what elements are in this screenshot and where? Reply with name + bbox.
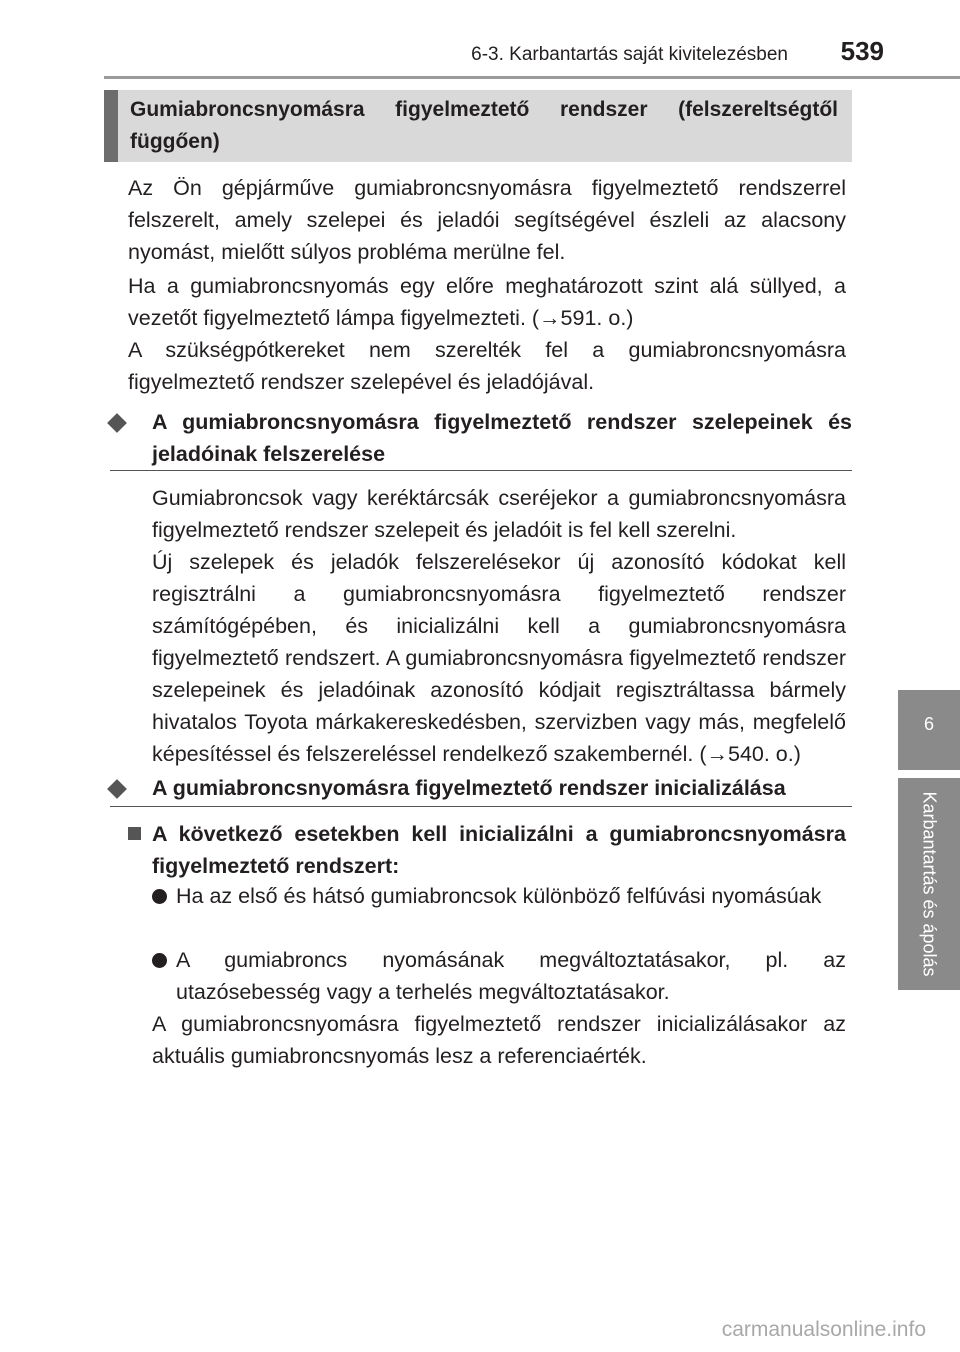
section-header: 6-3. Karbantartás saját kivitelezésben bbox=[471, 44, 788, 65]
install-paragraph-2: Új szelepek és jeladók felszerelésekor új azonosító kódokat kell regisztrálni a gumiabroncsnyomásra figyelmeztető rendszer számítógépében, és inicializálni kell a gumiabroncsnyomásra figyelmeztető rendszert. A gumiabroncsnyomásra figyelmeztető rendszer szelepeinek és jeladóinak azonosító kódjait regisztráltassa bármely hivatalos Toyota márkakereskedésben, szervizben vagy más, megfelelő képesítéssel és felszereléssel rendelkező szakembernél. (→540. o.) bbox=[152, 550, 846, 766]
chapter-title-tab bbox=[898, 778, 960, 990]
subsection-heading-text: A gumiabroncsnyomásra figyelmeztető rendszer szelepeinek és jeladóinak felszerelése bbox=[152, 410, 852, 466]
page-number: 539 bbox=[840, 36, 884, 66]
list-item-text: Ha az első és hátsó gumiabroncsok különböző felfúvási nyomásúak bbox=[176, 884, 822, 908]
square-bullet-icon bbox=[128, 827, 141, 840]
section-title-box bbox=[104, 90, 852, 162]
diamond-bullet-icon bbox=[107, 779, 127, 799]
list-item-text: A gumiabroncs nyomásának megváltoztatásakor, pl. az utazósebesség vagy a terhelés megváltoztatásakor. bbox=[176, 948, 846, 1004]
install-paragraph-1: Gumiabroncsok vagy keréktárcsák cseréjekor a gumiabroncsnyomásra figyelmeztető rendszer szelepeit és jeladóit is fel kell szerelni. bbox=[152, 486, 846, 542]
chapter-number: 6 bbox=[923, 714, 934, 734]
header-rule bbox=[104, 76, 960, 79]
chapter-title: Karbantartás és ápolás bbox=[919, 791, 940, 977]
intro-paragraph-2: Ha a gumiabroncsnyomás egy előre meghatározott szint alá süllyed, a vezetőt figyelmeztető lámpa figyelmezteti. (→591. o.) bbox=[128, 274, 846, 330]
round-bullet-icon bbox=[152, 953, 167, 968]
subsection-heading-text: A gumiabroncsnyomásra figyelmeztető rendszer inicializálása bbox=[152, 776, 786, 800]
round-bullet-icon bbox=[152, 889, 167, 904]
init-cases-heading-text: A következő esetekben kell inicializálni a gumiabroncsnyomásra figyelmeztető rendszert: bbox=[152, 822, 846, 878]
subsection-rule bbox=[110, 806, 852, 807]
section-title: Gumiabroncsnyomásra figyelmeztető rendszer (felszereltségtől függően) bbox=[130, 98, 838, 153]
intro-paragraph-3: A szükségpótkereket nem szerelték fel a gumiabroncsnyomásra figyelmeztető rendszer szelepével és jeladójával. bbox=[128, 338, 846, 394]
diamond-bullet-icon bbox=[107, 413, 127, 433]
subsection-rule bbox=[110, 470, 852, 471]
intro-paragraph-1: Az Ön gépjárműve gumiabroncsnyomásra figyelmeztető rendszerrel felszerelt, amely szelepei és jeladói segítségével észleli az alacsony nyomást, mielőtt súlyos probléma merülne fel. bbox=[128, 176, 846, 264]
init-closing-paragraph: A gumiabroncsnyomásra figyelmeztető rendszer inicializálásakor az aktuális gumiabroncsnyomás lesz a referenciaérték. bbox=[152, 1012, 846, 1068]
watermark: carmanualsonline.info bbox=[721, 1318, 926, 1341]
chapter-number-tab bbox=[898, 690, 960, 770]
